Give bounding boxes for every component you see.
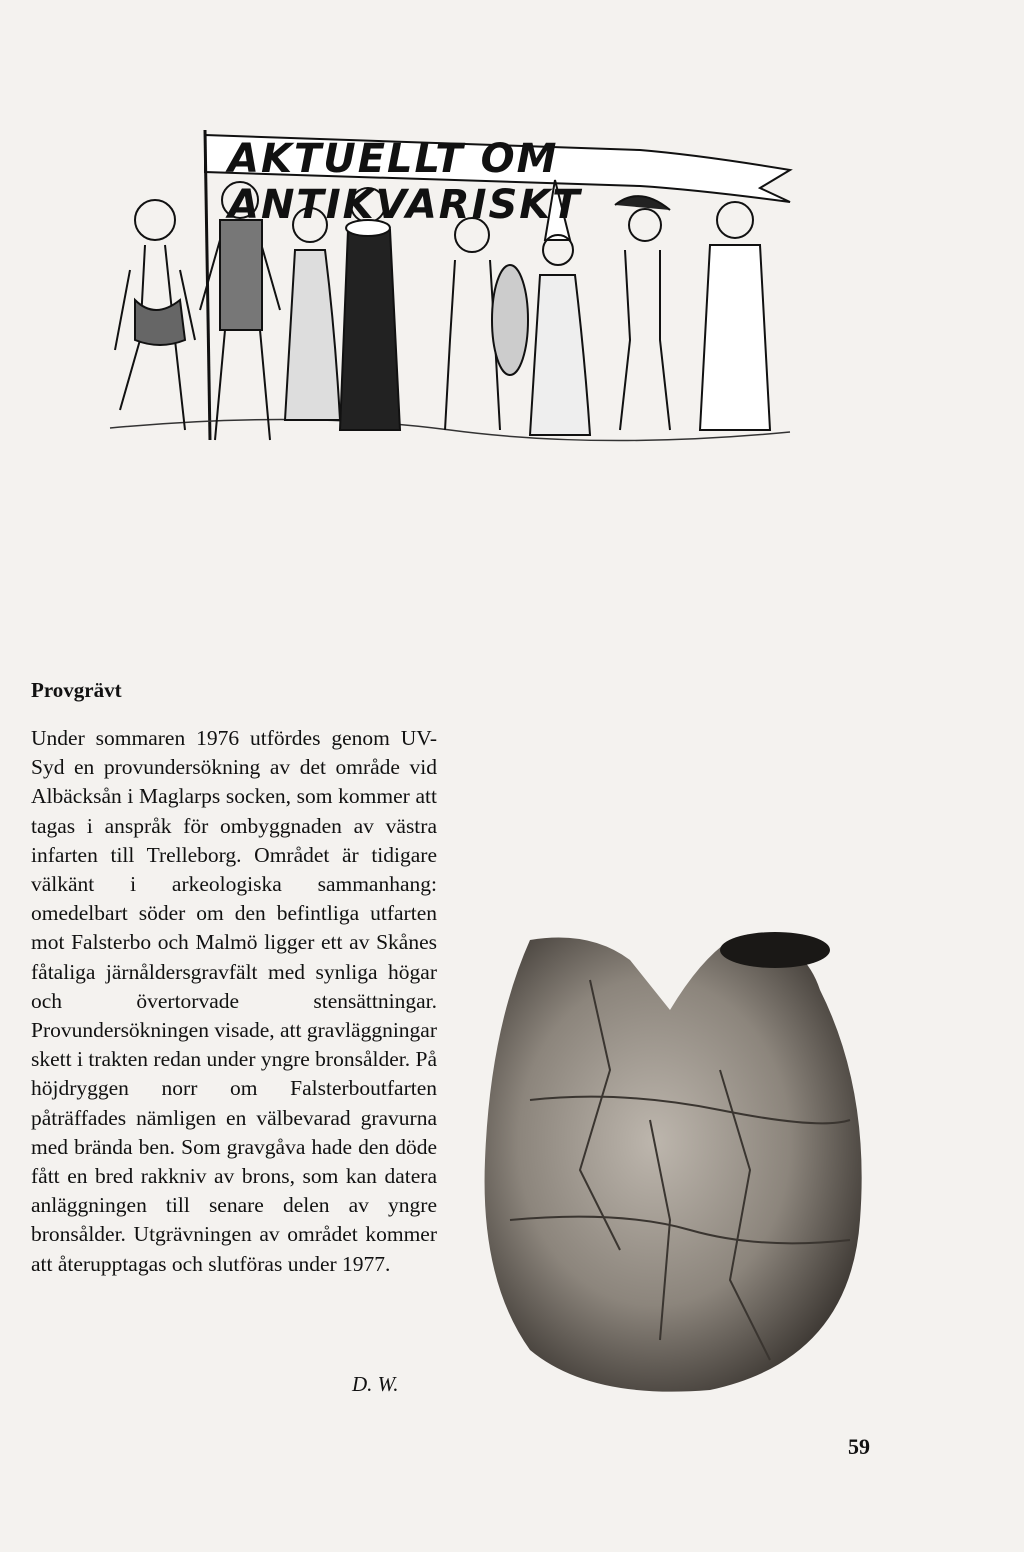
- burial-urn-photo: [470, 920, 870, 1400]
- author-signature: D. W.: [352, 1372, 399, 1396]
- banner-title: AKTUELLT OM ANTIKVARISKT: [228, 136, 582, 228]
- banner-illustration: [100, 110, 800, 450]
- urn-drawing: [470, 920, 870, 1400]
- article-body: Under sommaren 1976 utfördes genom UV-Syd en provundersökning av det område vid Albäcksån i Maglarps socken, som kommer att tagas i anspråk för ombyggnaden av västra infarten till Trelleborg. Området är tidigare välkänt i arkeologiska sammanhang: omedelbart söder om den befintliga utfarten mot Falsterbo och Malmö ligger ett av Skånes fåtaliga järnåldersgravfält med synliga högar och övertorvade stensättningar. Provundersökningen visade, att gravläggningar skett i trakten redan under yngre bronsålder. På höjdryggen norr om Falsterboutfarten påträffades nämligen en välbevarad gravurna med brända ben. Som gravgåva hade den döde fått en bred rakkniv av brons, som kan datera anläggningen till senare delen av yngre bronsålder. Utgrävningen av området kommer att återupptagas och slutföras under 1977.: [31, 726, 438, 1276]
- page-number: 59: [848, 1434, 870, 1459]
- section-heading: Provgrävt: [31, 678, 122, 702]
